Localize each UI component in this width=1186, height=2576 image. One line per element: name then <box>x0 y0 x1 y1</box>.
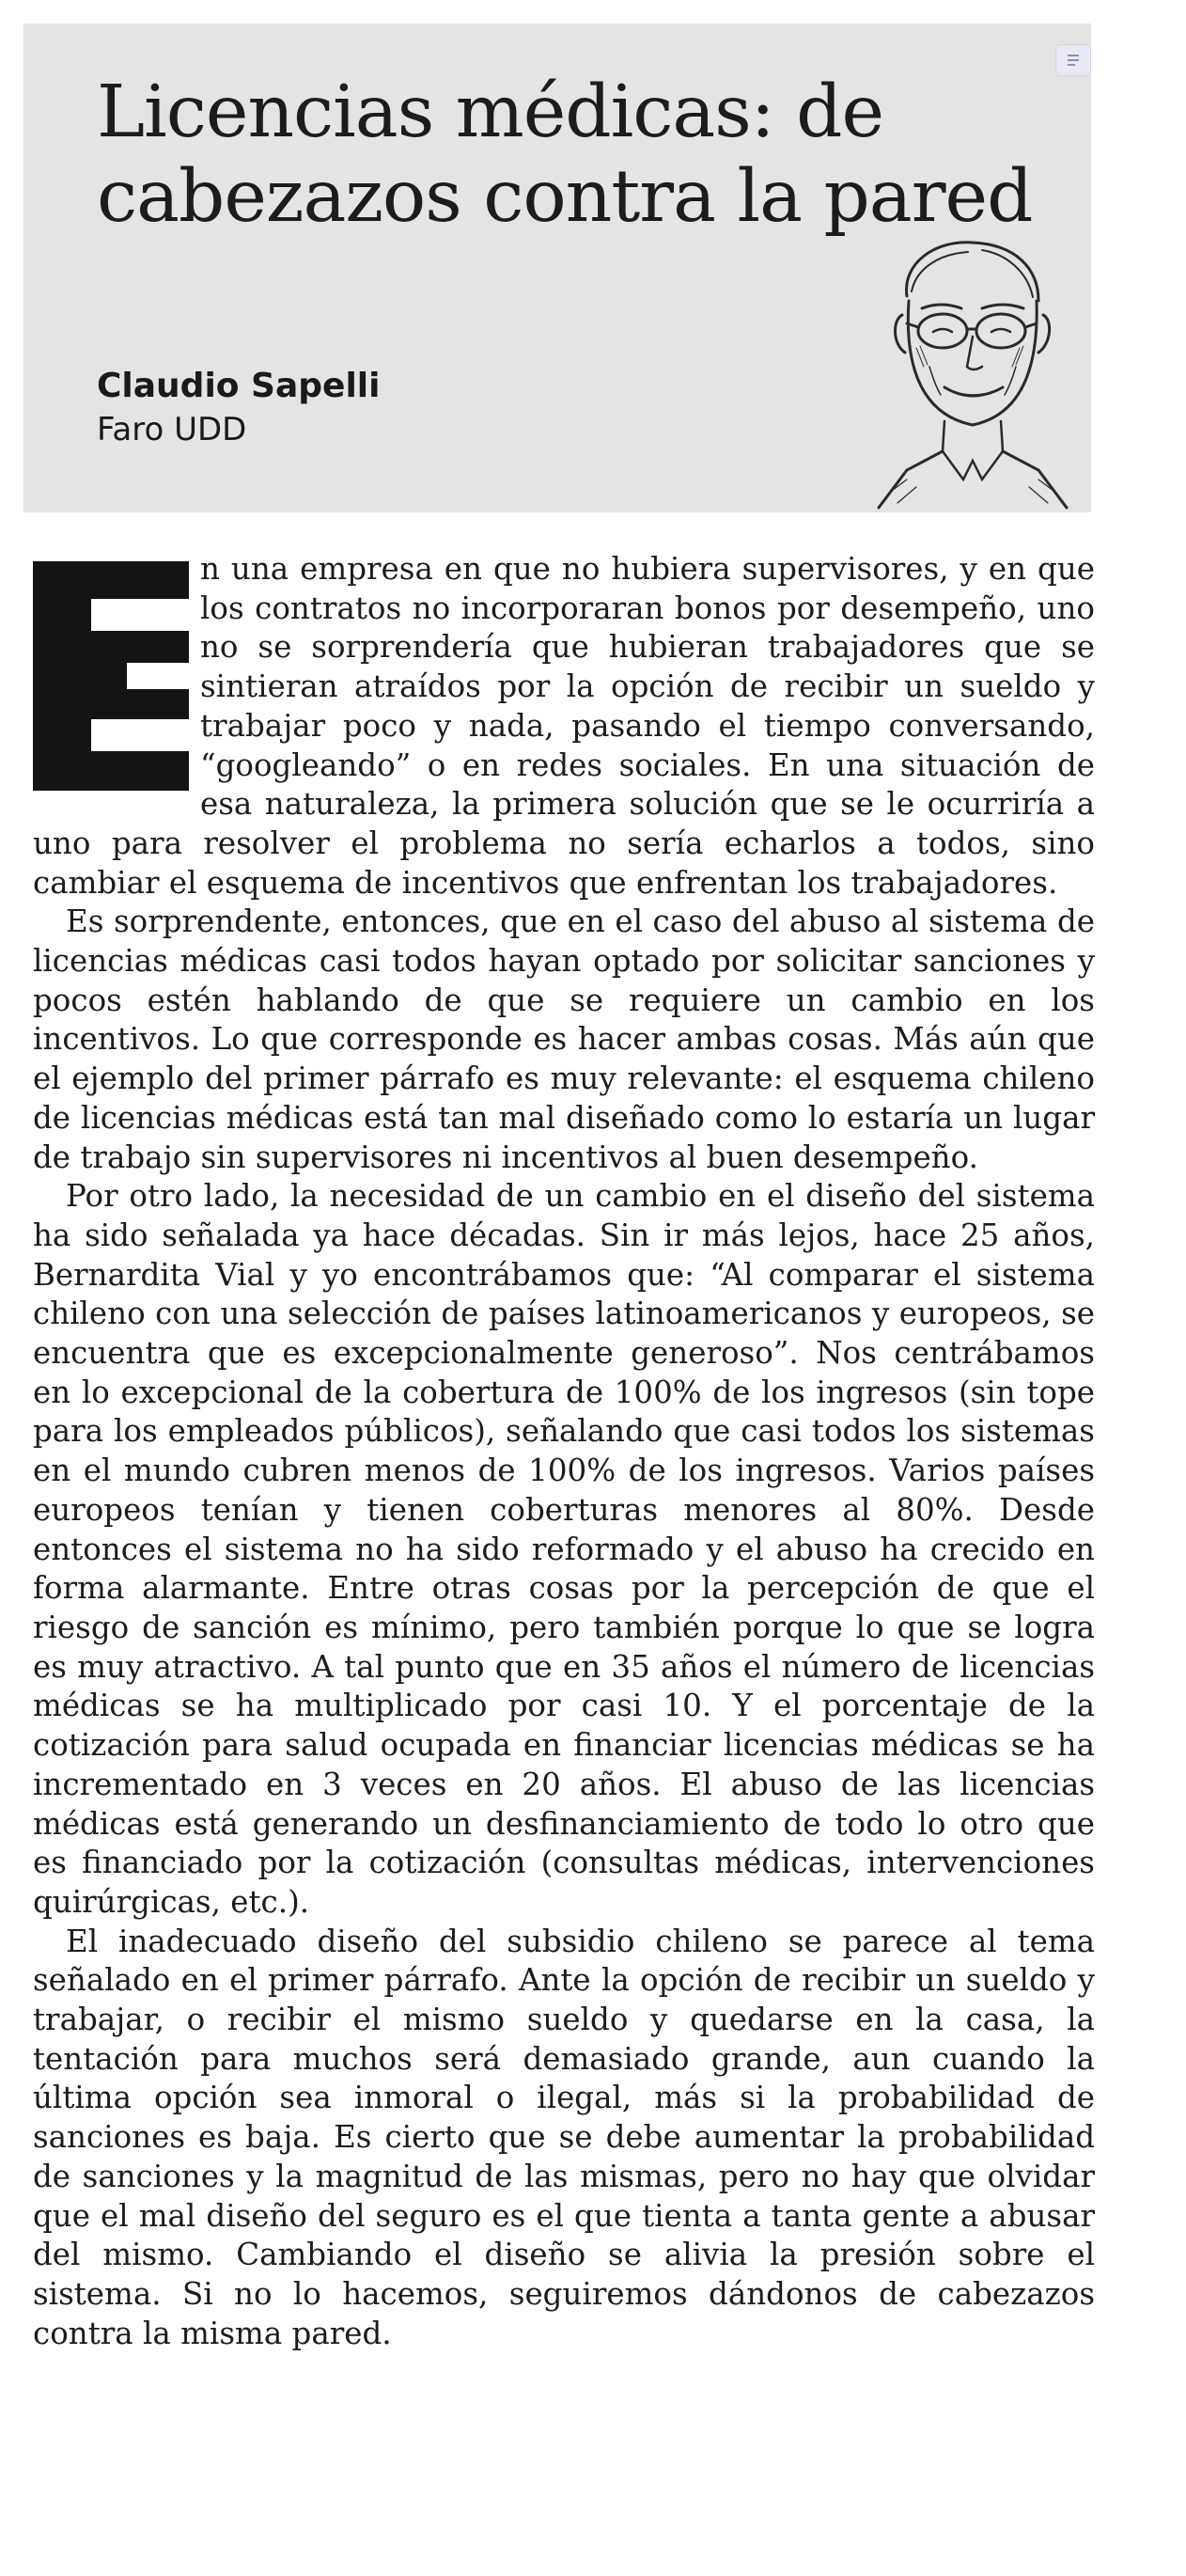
menu-button[interactable] <box>1055 44 1091 76</box>
author-portrait <box>850 226 1076 512</box>
menu-lines-icon <box>1068 55 1079 56</box>
author-name: Claudio Sapelli <box>97 367 381 405</box>
paragraph: Es sorprendente, entonces, que en el caso del abuso al sistema de licencias médicas casi todos hayan optado por solicitar sanciones y pocos estén hablando de que se requiere un cambio en los incentivos. Lo que corresponde es hacer ambas cosas. Más aún que el ejemplo del primer párrafo es muy relevante: el esquema chileno de licencias médicas está tan mal diseñado como lo estaría un lugar de trabajo sin supervisores ni incentivos al buen desempeño. <box>33 903 1095 1175</box>
paragraph: El inadecuado diseño del subsidio chileno se parece al tema señalado en el primer párrafo. Ante la opción de recibir un sueldo y trabajar, o recibir el mismo sueldo y quedarse en la casa, la tentación para muchos será demasiado grande, aun cuando la última opción sea inmoral o ilegal, más si la probabilidad de sanciones es baja. Es cierto que se debe aumentar la probabilidad de sanciones y la magnitud de las mismas, pero no hay que olvidar que el mal diseño del seguro es el que tienta a tanta gente a abusar del mismo. Cambiando el diseño se alivia la presión sobre el sistema. Si no lo hacemos, seguiremos dándonos de cabezazos contra la misma pared. <box>33 1923 1095 2351</box>
author-affiliation: Faro UDD <box>97 411 247 448</box>
headline: Licencias médicas: de cabezazos contra la pared <box>97 71 1033 239</box>
paragraph: n una empresa en que no hubiera supervisores, y en que los contratos no incorporaran bonos por desempeño, uno no se sorprendería que hubieran trabajadores que se sintieran atraídos por la opción de recibir un sueldo y trabajar poco y nada, pasando el tiempo conversando, “googleando” o en redes sociales. En una situación de esa naturaleza, la primera solución que se le ocurriría a uno para resolver el problema no sería echarlos a todos, sino cambiar el esquema de incentivos que enfrentan los trabajadores. <box>33 551 1095 901</box>
drop-cap <box>33 561 189 791</box>
paragraph: Por otro lado, la necesidad de un cambio en el diseño del sistema ha sido señalada ya hace décadas. Sin ir más lejos, hace 25 años, Bernardita Vial y yo encontrábamos que: “Al comparar el sistema chileno con una selección de países latinoamericanos y europeos, se encuentra que es excepcionalmente generoso”. Nos centrábamos en lo excepcional de la cobertura de 100% de los ingresos (sin tope para los empleados públicos), señalando que casi todos los sistemas en el mundo cubren menos de 100% de los ingresos. Varios países europeos tenían y tienen coberturas menores al 80%. Desde entonces el sistema no ha sido reformado y el abuso ha crecido en forma alarmante. Entre otras cosas por la percepción de que el riesgo de sanción es mínimo, pero también porque lo que se logra es muy atractivo. A tal punto que en 35 años el número de licencias médicas se ha multiplicado por casi 10. Y el porcentaje de la cotización para salud ocupada en financiar licencias médicas se ha incrementado en 3 veces en 20 años. El abuso de las licencias médicas está generando un desfinanciamiento de todo lo otro que es financiado por la cotización (consultas médicas, intervenciones quirúrgicas, etc.). <box>33 1178 1095 1920</box>
article-body <box>33 550 1095 2353</box>
article-header <box>23 24 1091 512</box>
drop-cap-e-glyph <box>33 561 189 791</box>
